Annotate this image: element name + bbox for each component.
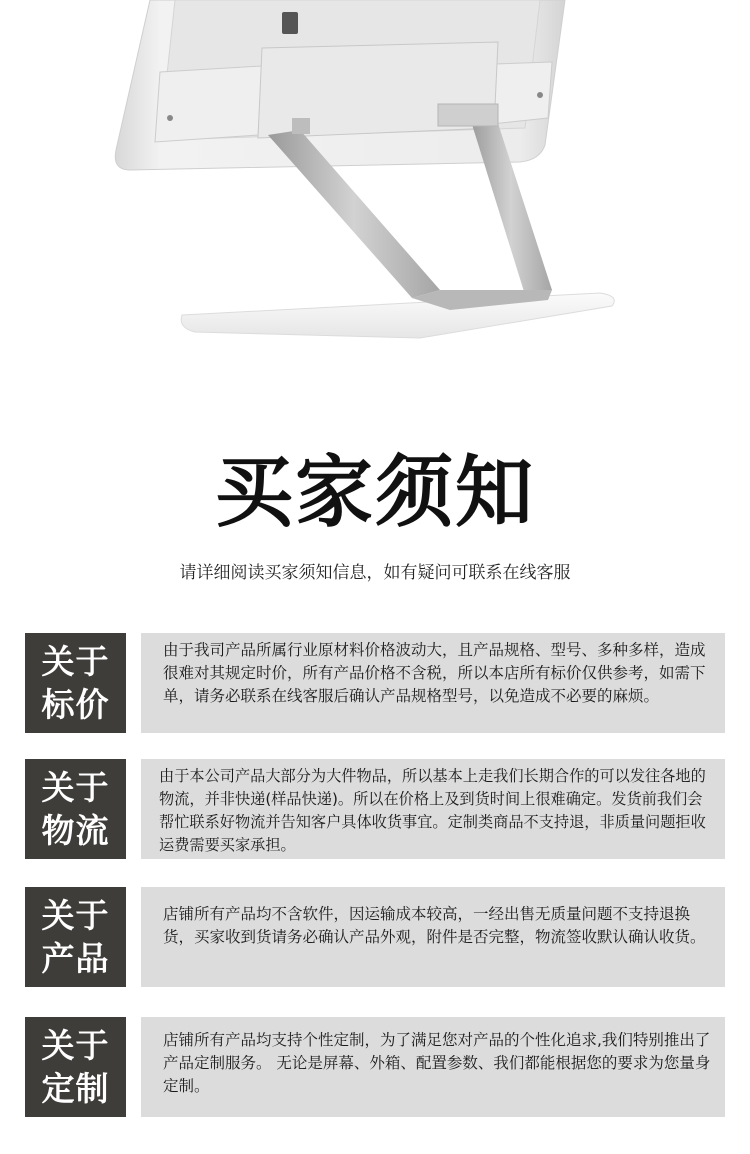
notice-label [25, 759, 126, 859]
page-subtitle: 请详细阅读买家须知信息，如有疑问可联系在线客服 [179, 563, 571, 583]
notice-label-line2: 产品 [41, 939, 110, 978]
notice-text: 店铺所有产品均不含软件，因运输成本较高，一经出售无质量问题不支持退换货，买家收到货请务必确认产品外观，附件是否完整，物流签收默认确认收货。 [141, 887, 725, 987]
notice-label-line1: 关于 [41, 642, 110, 681]
notice-text: 店铺所有产品均支持个性定制，为了满足您对产品的个性化追求,我们特别推出了产品定制服务。 无论是屏幕、外箱、配置参数、我们都能根据您的要求为您量身定制。 [141, 1017, 725, 1117]
notice-label [25, 887, 126, 987]
notice-text: 由于本公司产品大部分为大件物品，所以基本上走我们长期合作的可以发往各地的物流，并非快递(样品快递)。所以在价格上及到货时间上很难确定。发货前我们会帮忙联系好物流并告知客户具体收货事宜。定制类商品不支持退，非质量问题拒收运费需要买家承担。 [141, 759, 725, 859]
page-title: 买家须知 [214, 448, 535, 538]
notice-label-line2: 标价 [41, 685, 110, 724]
notice-logistics [25, 759, 725, 859]
notice-label-line2: 物流 [41, 811, 110, 850]
notice-label-line1: 关于 [41, 768, 110, 807]
notice-label-line1: 关于 [41, 1026, 110, 1065]
monitor-stand-image [0, 0, 750, 380]
notice-label [25, 633, 126, 733]
notice-label-line2: 定制 [41, 1069, 110, 1108]
notice-pricing [25, 633, 725, 733]
notice-product [25, 887, 725, 987]
notice-customization [25, 1017, 725, 1117]
notice-label [25, 1017, 126, 1117]
notice-label-line1: 关于 [41, 896, 110, 935]
notice-text: 由于我司产品所属行业原材料价格波动大，且产品规格、型号、多种多样，造成很难对其规定时价，所有产品价格不含税，所以本店所有标价仅供参考，如需下单，请务必联系在线客服后确认产品规格型号，以免造成不必要的麻烦。 [141, 633, 725, 733]
